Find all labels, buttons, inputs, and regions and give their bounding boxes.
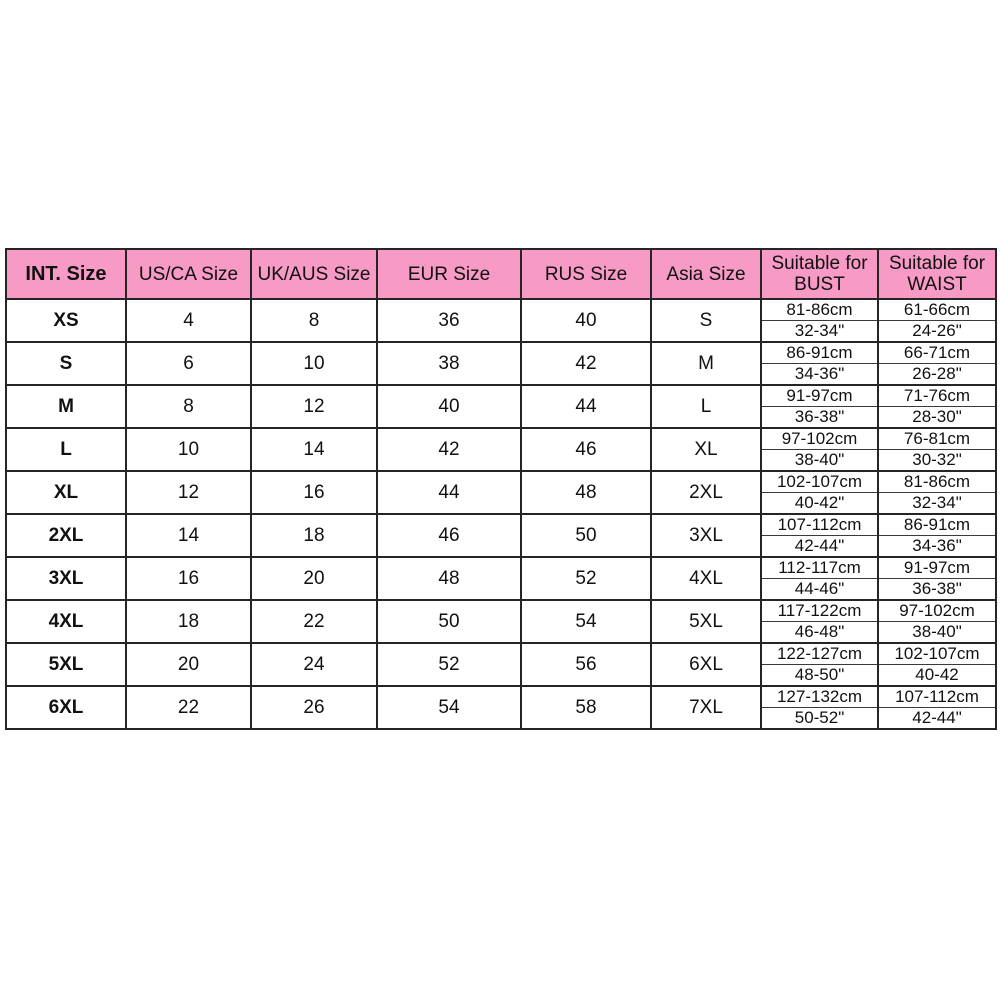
table-cell: 42-44" [878,708,996,730]
table-row [6,342,996,364]
table-cell: 18 [126,600,251,643]
table-cell: 4XL [651,557,761,600]
table-cell: 28-30" [878,407,996,429]
table-cell: 117-122cm [761,600,878,622]
table-cell: 61-66cm [878,299,996,321]
table-cell: 38 [377,342,521,385]
table-cell: 16 [251,471,377,514]
table-cell: 2XL [6,514,126,557]
table-cell: 22 [251,600,377,643]
table-cell: 56 [521,643,651,686]
table-cell: 48 [377,557,521,600]
table-cell: 97-102cm [878,600,996,622]
table-row [6,428,996,450]
column-header: RUS Size [521,249,651,299]
table-cell: XL [651,428,761,471]
table-cell: 6XL [651,643,761,686]
table-cell: 38-40" [761,450,878,472]
table-cell: 42 [377,428,521,471]
table-cell: 50 [377,600,521,643]
table-cell: 54 [521,600,651,643]
table-cell: 5XL [6,643,126,686]
table-cell: 54 [377,686,521,729]
table-cell: 36 [377,299,521,342]
table-row [6,643,996,665]
table-cell: M [651,342,761,385]
table-cell: 10 [251,342,377,385]
table-row [6,514,996,536]
table-cell: 46 [521,428,651,471]
table-cell: 44-46" [761,579,878,601]
table-cell: 42 [521,342,651,385]
table-cell: 2XL [651,471,761,514]
table-row [6,600,996,622]
table-cell: 20 [126,643,251,686]
table-cell: 48 [521,471,651,514]
table-cell: 40-42 [878,665,996,687]
table-row [6,471,996,493]
table-cell: 3XL [6,557,126,600]
table-cell: 34-36" [761,364,878,386]
table-cell: 32-34" [878,493,996,515]
table-cell: S [651,299,761,342]
table-cell: 6 [126,342,251,385]
table-cell: 91-97cm [878,557,996,579]
table-cell: 5XL [651,600,761,643]
table-cell: 52 [521,557,651,600]
table-cell: 14 [251,428,377,471]
table-cell: 58 [521,686,651,729]
table-cell: 71-76cm [878,385,996,407]
table-body [6,299,996,729]
table-cell: 52 [377,643,521,686]
table-cell: 122-127cm [761,643,878,665]
table-cell: 10 [126,428,251,471]
table-cell: 112-117cm [761,557,878,579]
table-row [6,385,996,407]
table-cell: 32-34" [761,321,878,343]
size-chart-table [5,248,997,730]
table-cell: 40-42" [761,493,878,515]
table-cell: 3XL [651,514,761,557]
table-cell: XS [6,299,126,342]
table-cell: 91-97cm [761,385,878,407]
table-cell: 48-50" [761,665,878,687]
table-cell: 6XL [6,686,126,729]
table-cell: 107-112cm [761,514,878,536]
table-cell: 26-28" [878,364,996,386]
table-cell: 50 [521,514,651,557]
table-cell: 36-38" [761,407,878,429]
column-header: Suitable for WAIST [878,249,996,299]
table-row [6,557,996,579]
table-cell: 14 [126,514,251,557]
table-cell: 34-36" [878,536,996,558]
table-cell: 38-40" [878,622,996,644]
table-cell: 16 [126,557,251,600]
table-cell: L [651,385,761,428]
table-cell: 50-52" [761,708,878,730]
table-cell: 46 [377,514,521,557]
table-cell: 44 [521,385,651,428]
table-cell: 4XL [6,600,126,643]
table-cell: 24-26" [878,321,996,343]
table-cell: 8 [251,299,377,342]
table-cell: M [6,385,126,428]
column-header: Asia Size [651,249,761,299]
table-cell: 102-107cm [761,471,878,493]
table-cell: XL [6,471,126,514]
table-cell: 86-91cm [878,514,996,536]
table-cell: 18 [251,514,377,557]
column-header: Suitable for BUST [761,249,878,299]
table-cell: 66-71cm [878,342,996,364]
table-cell: 8 [126,385,251,428]
table-cell: 81-86cm [878,471,996,493]
table-cell: 76-81cm [878,428,996,450]
column-header: UK/AUS Size [251,249,377,299]
table-cell: 46-48" [761,622,878,644]
table-cell: 97-102cm [761,428,878,450]
table-cell: L [6,428,126,471]
table-cell: 81-86cm [761,299,878,321]
table-row [6,686,996,708]
table-cell: 36-38" [878,579,996,601]
header-row [6,249,996,299]
table-cell: 40 [521,299,651,342]
table-cell: 12 [126,471,251,514]
table-cell: 20 [251,557,377,600]
table-cell: 40 [377,385,521,428]
table-cell: 102-107cm [878,643,996,665]
column-header: INT. Size [6,249,126,299]
table-cell: 30-32" [878,450,996,472]
table-cell: 12 [251,385,377,428]
column-header: US/CA Size [126,249,251,299]
table-cell: 4 [126,299,251,342]
table-cell: 42-44" [761,536,878,558]
table-cell: 107-112cm [878,686,996,708]
table-cell: 24 [251,643,377,686]
table-cell: 86-91cm [761,342,878,364]
table-cell: 26 [251,686,377,729]
table-cell: S [6,342,126,385]
table-cell: 127-132cm [761,686,878,708]
table-header [6,249,996,299]
table-cell: 7XL [651,686,761,729]
column-header: EUR Size [377,249,521,299]
table-cell: 22 [126,686,251,729]
table-cell: 44 [377,471,521,514]
table-row [6,299,996,321]
